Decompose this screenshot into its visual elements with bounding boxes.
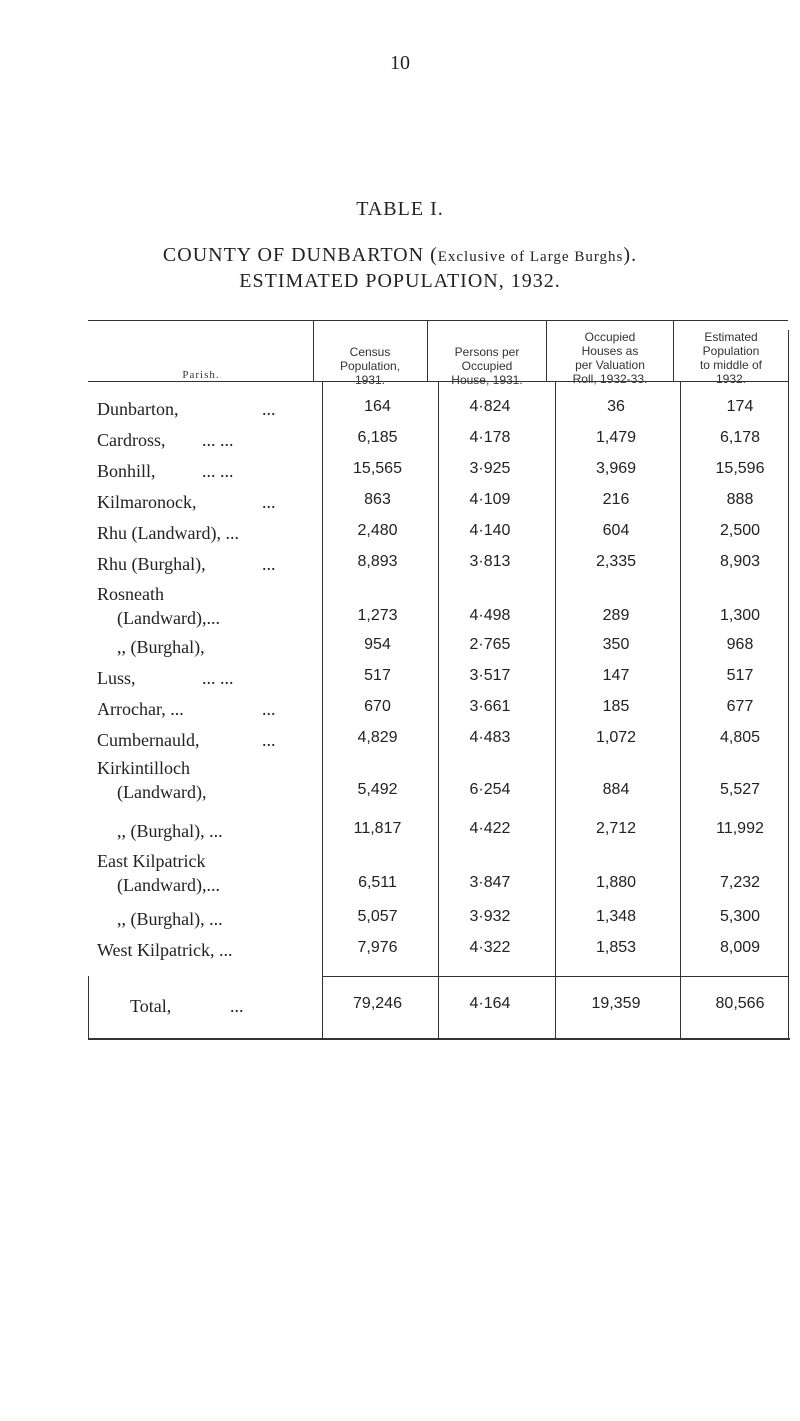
houses-value: 1,853: [595, 939, 637, 956]
header-estimated-population: Estimated Population to middle of 1932.: [699, 330, 763, 386]
parish-name: Rosneath: [97, 584, 164, 604]
parish-name: Luss, ... ...: [97, 668, 234, 688]
persons-value: 4·140: [469, 522, 511, 539]
census-value: 11,817: [353, 820, 402, 837]
houses-value: 36: [607, 398, 625, 415]
persons-value: 3·517: [469, 667, 511, 684]
total-houses-value: 19,359: [591, 995, 641, 1012]
persons-value: 4·109: [469, 491, 511, 508]
header-census: Census Population, 1931.: [339, 345, 401, 387]
persons-value: 4·322: [469, 939, 511, 956]
houses-value: 884: [602, 781, 630, 798]
estimated-value: 174: [726, 398, 754, 415]
header-persons-per-house: Persons per Occupied House, 1931.: [451, 345, 523, 387]
parish-name: Kirkintilloch: [97, 758, 190, 778]
parish-name: ,, (Burghal), ...: [117, 821, 223, 841]
census-value: 164: [364, 398, 391, 415]
houses-value: 289: [602, 607, 630, 624]
parish-name: Cardross, ... ...: [97, 430, 234, 450]
census-value: 517: [364, 667, 391, 684]
persons-value: 3·847: [469, 874, 511, 891]
houses-value: 3,969: [595, 460, 637, 477]
houses-value: 604: [602, 522, 630, 539]
census-value: 6,185: [357, 429, 398, 446]
header-occupied-houses: Occupied Houses as per Valuation Roll, 1932-33.: [572, 330, 648, 386]
estimated-value: 4,805: [719, 729, 761, 746]
persons-value: 2·765: [469, 636, 511, 653]
estimated-value: 1,300: [719, 607, 761, 624]
parish-name: ,, (Burghal),: [117, 637, 205, 657]
total-row: [0, 995, 800, 1035]
table-row: [0, 939, 800, 979]
table-top-rule: [88, 320, 788, 321]
estimated-value: 517: [726, 667, 754, 684]
census-value: 5,492: [357, 781, 398, 798]
persons-value: 4·483: [469, 729, 511, 746]
estimated-value: 968: [726, 636, 754, 653]
houses-value: 216: [602, 491, 630, 508]
estimated-value: 11,992: [716, 820, 764, 837]
houses-value: 350: [602, 636, 630, 653]
estimated-value: 7,232: [719, 874, 761, 891]
estimated-value: 8,903: [719, 553, 761, 570]
persons-value: 3·661: [469, 698, 511, 715]
total-label: Total, ...: [130, 996, 244, 1016]
parish-name: East Kilpatrick: [97, 851, 206, 871]
parish-name: Dunbarton, ...: [97, 399, 276, 419]
estimated-value: 6,178: [719, 429, 761, 446]
persons-value: 4·422: [469, 820, 511, 837]
census-value: 8,893: [357, 553, 398, 570]
total-persons-value: 4·164: [469, 995, 511, 1012]
table-title: TABLE I.: [356, 198, 444, 220]
houses-value: 1,880: [595, 874, 637, 891]
estimated-value: 5,527: [719, 781, 761, 798]
table-subtitle-line1: COUNTY OF DUNBARTON (Exclusive of Large Burghs).: [162, 244, 638, 266]
census-value: 15,565: [353, 460, 402, 477]
persons-value: 3·813: [469, 553, 511, 570]
page-number: 10: [390, 52, 410, 74]
houses-value: 2,712: [595, 820, 637, 837]
parish-name: Bonhill, ... ...: [97, 461, 234, 481]
parish-name-continued: (Landward),...: [117, 875, 220, 895]
census-value: 954: [364, 636, 391, 653]
table-subtitle-line2: ESTIMATED POPULATION, 1932.: [239, 270, 561, 292]
header-parish: Parish.: [182, 369, 220, 381]
census-value: 7,976: [357, 939, 398, 956]
parish-name: Rhu (Landward), ...: [97, 523, 239, 543]
houses-value: 1,479: [595, 429, 637, 446]
persons-value: 4·498: [469, 607, 511, 624]
persons-value: 6·254: [469, 781, 511, 798]
table-row-values-kirkintilloch: [0, 781, 800, 821]
houses-value: 147: [602, 667, 630, 684]
census-value: 670: [364, 698, 391, 715]
persons-value: 3·932: [469, 908, 511, 925]
estimated-value: 8,009: [719, 939, 761, 956]
parish-name: Cumbernauld, ...: [97, 730, 276, 750]
estimated-value: 2,500: [719, 522, 761, 539]
estimated-value: 888: [726, 491, 754, 508]
census-value: 4,829: [357, 729, 398, 746]
parish-name-continued: (Landward),...: [117, 608, 220, 628]
parish-name: Rhu (Burghal), ...: [97, 554, 276, 574]
table-row: [0, 583, 800, 628]
estimated-value: 15,596: [715, 460, 765, 477]
total-estimated-value: 80,566: [715, 995, 765, 1012]
census-value: 1,273: [357, 607, 398, 624]
parish-name: Kilmaronock, ...: [97, 492, 276, 512]
census-value: 863: [364, 491, 391, 508]
houses-value: 1,348: [595, 908, 637, 925]
persons-value: 4·824: [469, 398, 511, 415]
census-value: 6,511: [358, 874, 397, 891]
estimated-value: 677: [726, 698, 754, 715]
parish-name-continued: (Landward),: [117, 782, 207, 802]
parish-name: West Kilpatrick, ...: [97, 940, 233, 960]
estimated-value: 5,300: [719, 908, 761, 925]
parish-name: Arrochar, ... ...: [97, 699, 276, 719]
houses-value: 185: [602, 698, 630, 715]
census-value: 5,057: [357, 908, 398, 925]
table-bottom-rule: [88, 1038, 790, 1040]
persons-value: 3·925: [469, 460, 511, 477]
total-census-value: 79,246: [353, 995, 402, 1012]
parish-name: ,, (Burghal), ...: [117, 909, 223, 929]
table-row: [0, 850, 800, 895]
census-value: 2,480: [357, 522, 398, 539]
houses-value: 2,335: [595, 553, 637, 570]
persons-value: 4·178: [469, 429, 511, 446]
houses-value: 1,072: [595, 729, 637, 746]
